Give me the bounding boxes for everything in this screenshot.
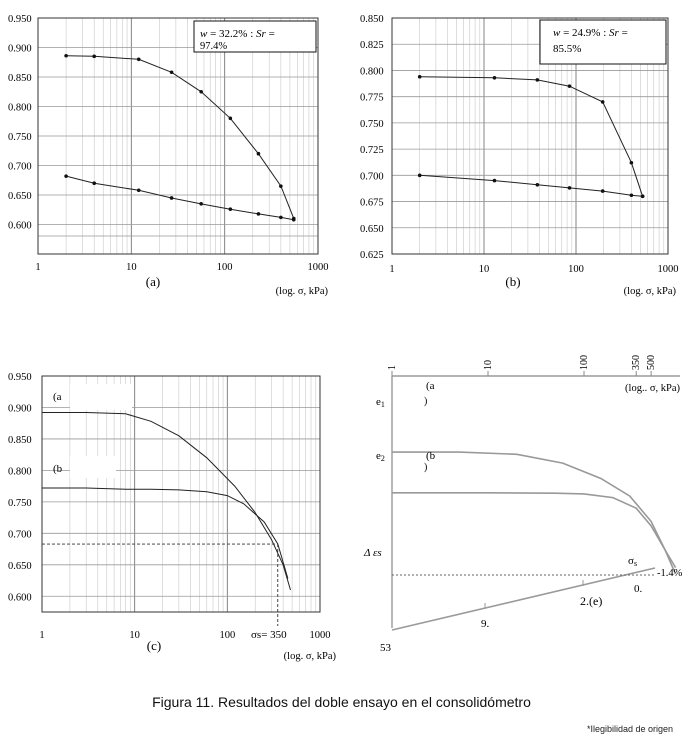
illegible-mark-2: 9.: [481, 618, 490, 630]
e1-label: e1: [376, 396, 385, 409]
x-tick-label: 10: [126, 262, 137, 273]
x-axis-label-c: (log. σ, kPa): [283, 651, 336, 662]
y-tick-label: 0.700: [360, 171, 384, 183]
data-point: [279, 216, 283, 220]
x-tick-label: 1: [35, 262, 41, 273]
curve-mark-b-d: ): [424, 462, 428, 473]
data-point: [92, 181, 96, 185]
data-point: [568, 186, 572, 190]
chart-panel-d: [363, 355, 683, 654]
y-tick-label: 0.950: [8, 372, 32, 383]
x-tick-label: 500: [646, 355, 658, 370]
y-tick-label: 0.750: [8, 497, 32, 509]
grid-c: [42, 376, 320, 612]
data-point: [601, 189, 605, 193]
annotation-line2-a: 97.4%: [200, 41, 228, 52]
y-tick-label: 0.750: [360, 118, 384, 130]
x-tick-label: 1: [39, 630, 45, 641]
y-tick-label: 0.950: [8, 14, 32, 25]
y-tick-label: 0.650: [8, 560, 32, 572]
chart-panel-a: [8, 14, 329, 297]
data-point: [568, 84, 572, 88]
sigma-s-label-d: σs: [628, 555, 638, 568]
data-point: [170, 70, 174, 74]
data-point: [630, 161, 634, 165]
chart-panel-b: [360, 14, 679, 297]
y-tick-label: 0.900: [8, 43, 32, 55]
plot-frame-c: [42, 376, 320, 612]
series-group-b: [418, 75, 645, 198]
data-point: [601, 100, 605, 104]
x-tick-label: 10: [483, 360, 494, 370]
chart-panel-c: [8, 372, 336, 662]
illegible-mark-1: 2.(e): [580, 594, 603, 608]
bottom-label: 53: [380, 642, 391, 654]
series-line-b-1: [420, 175, 643, 196]
data-point: [493, 179, 497, 183]
y-tick-label: 0.850: [8, 73, 32, 84]
illegible-mark-3: 0.: [634, 583, 643, 595]
curve-label-a-d: (a: [426, 380, 435, 392]
x-tick-label: 100: [219, 630, 236, 641]
data-point: [92, 55, 96, 59]
data-point: [493, 76, 497, 80]
data-point: [257, 212, 261, 216]
data-point: [137, 188, 141, 192]
y-tick-label: 0.900: [8, 403, 32, 415]
data-point: [630, 193, 634, 197]
label-mask-a: [70, 384, 132, 410]
y-tick-label: 0.825: [360, 40, 384, 52]
y-tick-label: 0.775: [360, 92, 384, 104]
sigma-s-label: σs= 350: [251, 629, 287, 641]
y-tick-label: 0.700: [8, 529, 32, 541]
delta-epsilon-label: Δ εs: [364, 547, 382, 559]
data-point: [229, 117, 233, 121]
y-tick-labels-b: [360, 14, 384, 261]
y-tick-label: 0.650: [360, 223, 384, 235]
y-tick-label: 0.625: [360, 250, 384, 261]
data-point: [536, 78, 540, 82]
x-tick-marks-d: [387, 355, 657, 376]
x-tick-label: 100: [216, 262, 233, 273]
x-tick-labels-b: [389, 264, 678, 275]
x-tick-label: 1: [387, 365, 398, 370]
y-tick-label: 0.800: [8, 466, 32, 478]
data-point: [292, 218, 296, 222]
y-tick-label: 0.850: [8, 434, 32, 446]
x-tick-label: 10: [129, 630, 140, 641]
panel-label-b: (b): [505, 274, 521, 289]
y-tick-label: 0.800: [360, 66, 384, 78]
y-tick-labels-a: [8, 14, 32, 232]
grid-a: [38, 18, 318, 254]
label-mask-b: [70, 456, 116, 478]
schematic-curve-e1: [392, 452, 676, 567]
data-point: [199, 202, 203, 206]
data-point: [418, 174, 422, 178]
x-tick-label: 1000: [657, 264, 679, 275]
annotation-line1-b: w = 24.9% : Sr =: [553, 27, 628, 39]
schematic-curve-strain_line: [392, 568, 655, 630]
series-line-a-0: [66, 56, 294, 219]
percent-label: -1.4%: [657, 568, 683, 579]
x-tick-labels-a: [35, 262, 328, 273]
y-tick-label: 0.600: [8, 592, 32, 604]
data-point: [418, 75, 422, 79]
y-tick-label: 0.800: [8, 102, 32, 114]
x-tick-label: 1: [389, 264, 395, 275]
series-group-a: [64, 54, 295, 222]
data-point: [199, 90, 203, 94]
y-tick-label: 0.700: [8, 161, 32, 173]
panel-label-a: (a): [145, 274, 161, 289]
x-tick-label: 100: [579, 355, 590, 370]
data-point: [229, 207, 233, 211]
annotation-line2-b: 85.5%: [553, 43, 582, 55]
y-tick-label: 0.675: [360, 197, 384, 209]
data-point: [641, 195, 645, 199]
x-tick-label: 1000: [307, 262, 329, 273]
x-tick-labels-c: [39, 630, 330, 641]
curve-label-b-d: (b: [426, 450, 436, 462]
illegibility-note: *Ilegibilidad de origen: [586, 724, 673, 734]
data-point: [64, 174, 68, 178]
data-point: [170, 196, 174, 200]
x-tick-label: 10: [478, 264, 490, 275]
curve-label-a: (a: [53, 391, 62, 403]
data-point: [64, 54, 68, 58]
x-axis-label-a: (log. σ, kPa): [275, 286, 328, 297]
x-axis-label-b: (log. σ, kPa): [623, 286, 676, 297]
y-tick-label: 0.750: [8, 132, 32, 143]
y-tick-label: 0.600: [8, 220, 32, 232]
figure-caption: Figura 11. Resultados del doble ensayo en el consolidómetro: [152, 694, 531, 710]
curve-mark-a-d: ): [424, 396, 428, 407]
data-point: [137, 58, 141, 62]
panel-label-c: (c): [146, 638, 162, 653]
y-tick-label: 0.650: [8, 191, 32, 202]
data-point: [257, 152, 261, 156]
x-tick-label: 100: [568, 264, 584, 275]
data-point: [279, 184, 283, 188]
curve-label-b: (b: [53, 463, 63, 475]
y-tick-label: 0.850: [360, 14, 384, 25]
series-group-d: [392, 452, 676, 630]
y-tick-labels-c: [8, 372, 32, 603]
x-tick-label: 1000: [309, 630, 331, 641]
annotation-line1-a: w = 32.2% : Sr =: [200, 28, 275, 40]
y-tick-label: 0.725: [360, 145, 384, 157]
x-axis-label-d: (log.. σ, kPa): [625, 383, 680, 394]
x-tick-label: 350: [631, 355, 643, 370]
e2-label: e2: [376, 450, 385, 463]
data-point: [536, 183, 540, 187]
sigma-s-guide: [42, 544, 278, 626]
series-line-b-0: [420, 77, 643, 197]
